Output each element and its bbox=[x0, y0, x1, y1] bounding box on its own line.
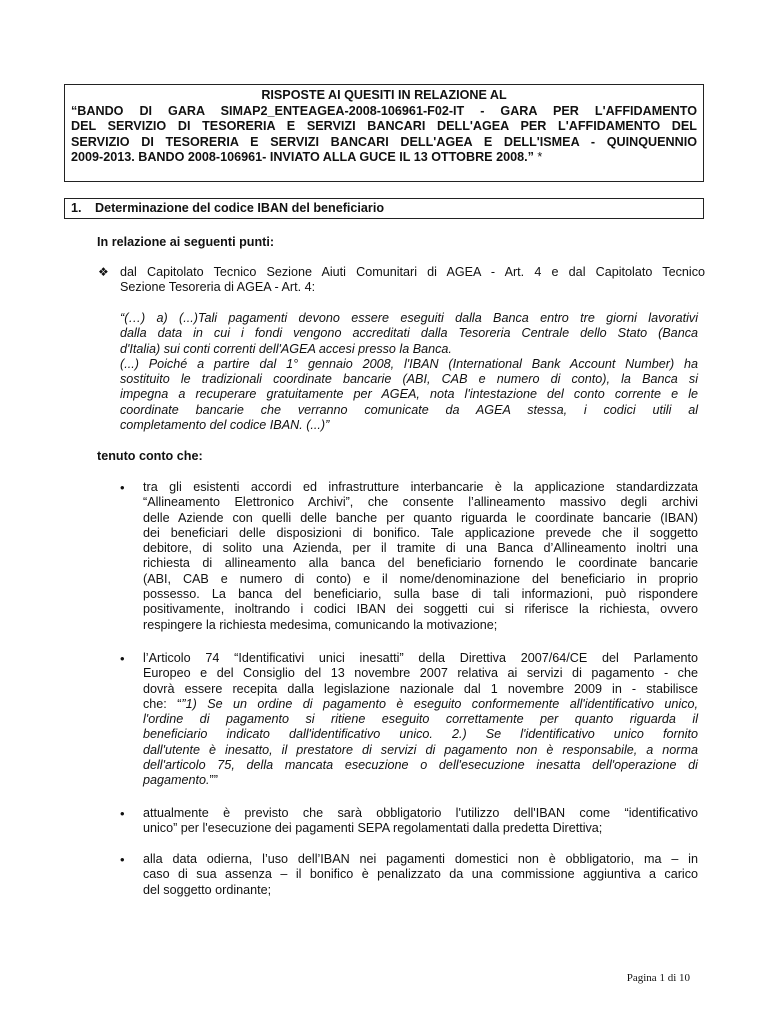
quote-line: “(…) a) (...)Tali pagamenti devono essere eseguiti dalla Banca entro tre giorni lavorativi bbox=[120, 311, 698, 325]
title-line bbox=[71, 150, 697, 166]
text-line: dovrà essere recepita dalla legislazione nazionale dal 1 novembre 2009 in - stabilisce bbox=[143, 681, 698, 696]
quoted-passage bbox=[120, 311, 698, 433]
quote-line: completamento del codice IBAN. (...)” bbox=[120, 418, 330, 433]
text-line: tra gli esistenti accordi ed infrastrutture interbancarie è la applicazione standardizzata bbox=[143, 480, 698, 494]
text-line: dal Capitolato Tecnico Sezione Aiuti Comunitari di AGEA - Art. 4 e dal Capitolato Tecnico bbox=[120, 265, 705, 279]
title-line: RISPOSTE AI QUESITI IN RELAZIONE AL bbox=[261, 88, 507, 102]
text-line: positivamente, inoltrando i codici IBAN dei soggetti cui si riferisce la richiesta, ovvero bbox=[143, 602, 698, 617]
text-segment: ”1) Se un ordine di pagamento è eseguito conformemente all'identificativo unico, bbox=[181, 696, 699, 711]
section-heading bbox=[64, 198, 704, 219]
bullet-icon: • bbox=[120, 806, 125, 821]
bullet-item bbox=[143, 852, 698, 898]
text-line: dei beneficiari delle disposizioni di bonifico. Tale applicazione prevede che il soggetto bbox=[143, 525, 698, 540]
text-line: possesso. La banca del beneficiario, sulla base di tali informazioni, può rispondere bbox=[143, 587, 698, 602]
text-line: richiesta di allineamento alla banca del beneficiario fornendo le coordinate bancarie bbox=[143, 556, 698, 571]
text-line: Sezione Tesoreria di AGEA - Art. 4: bbox=[120, 280, 316, 295]
text-line: delle Aziende con quelli delle banche per quanto riguarda le coordinate bancarie (IBAN) bbox=[143, 510, 698, 525]
quote-line: coordinate bancarie che verranno comunicate da AGEA stessa, i codici utili al bbox=[120, 402, 698, 417]
document-title-box bbox=[64, 84, 704, 182]
title-line: DEL SERVIZIO DI TESORERIA E SERVIZI BANCARI DELL'AGEA PER L'AFFIDAMENTO DEL bbox=[71, 119, 697, 134]
text-segment: pagamento. bbox=[143, 773, 210, 788]
quote-line: impegna a recuperare gratuitamente per AGEA, nota l'intestazione del conto corrente e le bbox=[120, 387, 698, 402]
section-number: 1. bbox=[71, 201, 82, 215]
diamond-bullet-icon: ❖ bbox=[98, 265, 109, 279]
quote-line: dalla data in cui i fondi vengono accreditati dalla Tesoreria Centrale dello Stato (Banca bbox=[120, 326, 698, 341]
text-line: (ABI, CAB e numero di conto) e il nome/denominazione del beneficiario in proprio bbox=[143, 571, 698, 586]
title-line-text: 2009-2013. BANDO 2008-106961- INVIATO ALLA GUCE IL 13 OTTOBRE 2008.” bbox=[71, 150, 534, 165]
text-line: l'ordine di pagamento si ritiene eseguito correttamente per quanto riguarda il bbox=[143, 712, 698, 727]
title-line: “BANDO DI GARA SIMAP2_ENTEAGEA-2008-106961-F02-IT - GARA PER L'AFFIDAMENTO bbox=[71, 103, 697, 118]
page-number: Pagina 1 di 10 bbox=[626, 972, 690, 984]
intro-text: In relazione ai seguenti punti: bbox=[97, 235, 275, 249]
bullet-item bbox=[143, 651, 698, 789]
text-line: “Allineamento Elettronico Archivi”, che consente l’allineamento massivo degli archivi bbox=[143, 495, 698, 510]
text-line bbox=[143, 773, 698, 788]
tenuto-conto-heading: tenuto conto che: bbox=[97, 449, 203, 463]
section-title: Determinazione del codice IBAN del beneficiario bbox=[95, 201, 385, 215]
text-segment: che: “ bbox=[143, 696, 182, 711]
text-line: dell'articolo 75, della mancata esecuzione o dell'esecuzione inesatta dell'operazione di bbox=[143, 758, 698, 773]
text-line: caso di sua assenza – il bonifico è penalizzato da una commissione aggiuntiva a carico bbox=[143, 867, 698, 882]
footnote-asterisk: * bbox=[537, 150, 543, 165]
text-line: del soggetto ordinante; bbox=[143, 882, 272, 897]
bullet-item bbox=[143, 480, 698, 633]
text-line: debitore, di solito una Azienda, per il tramite di una Banca d’Allineamento inoltri una bbox=[143, 541, 698, 556]
text-line: unico” per l'esecuzione dei pagamenti SEPA regolamentati dalla predetta Direttiva; bbox=[143, 821, 603, 836]
text-line: Europeo e del Consiglio del 13 novembre 2007 relativa ai servizi di pagamento - che bbox=[143, 666, 698, 681]
text-line: respingere la richiesta medesima, comunicando la motivazione; bbox=[143, 617, 498, 632]
bullet-icon: • bbox=[120, 852, 125, 867]
diamond-item-text bbox=[120, 265, 705, 296]
bullet-icon: • bbox=[120, 480, 125, 495]
bullet-item bbox=[143, 806, 698, 837]
quote-line: d'Italia) sui conti correnti dell'AGEA accesi presso la Banca. bbox=[120, 341, 452, 356]
bullet-icon: • bbox=[120, 651, 125, 666]
text-line: alla data odierna, l’uso dell’IBAN nei pagamenti domestici non è obbligatorio, ma – in bbox=[143, 852, 698, 866]
title-line: SERVIZIO DI TESORERIA E SERVIZI BANCARI DELL'AGEA E DELL'ISMEA - QUINQUENNIO bbox=[71, 134, 697, 149]
text-line: attualmente è previsto che sarà obbligatorio l'utilizzo dell'IBAN come “identificativo bbox=[143, 806, 698, 820]
quote-line: sostituito le tradizionali coordinate bancarie (ABI, CAB e numero di conto), la Banca si bbox=[120, 372, 698, 387]
text-segment: ”” bbox=[209, 773, 218, 788]
quote-line: (...) Poiché a partire dal 1° gennaio 2008, l'IBAN (International Bank Account Number) ha bbox=[120, 356, 698, 371]
text-line: dall'utente è inesatto, il prestatore di servizi di pagamento non è responsabile, a norma bbox=[143, 742, 698, 757]
text-line: beneficiario indicato dall'identificativo unico. 2.) Se l'identificativo unico fornito bbox=[143, 727, 698, 742]
text-line: l’Articolo 74 “Identificativi unici inesatti” della Direttiva 2007/64/CE del Parlamento bbox=[143, 651, 698, 665]
text-line bbox=[143, 697, 698, 712]
